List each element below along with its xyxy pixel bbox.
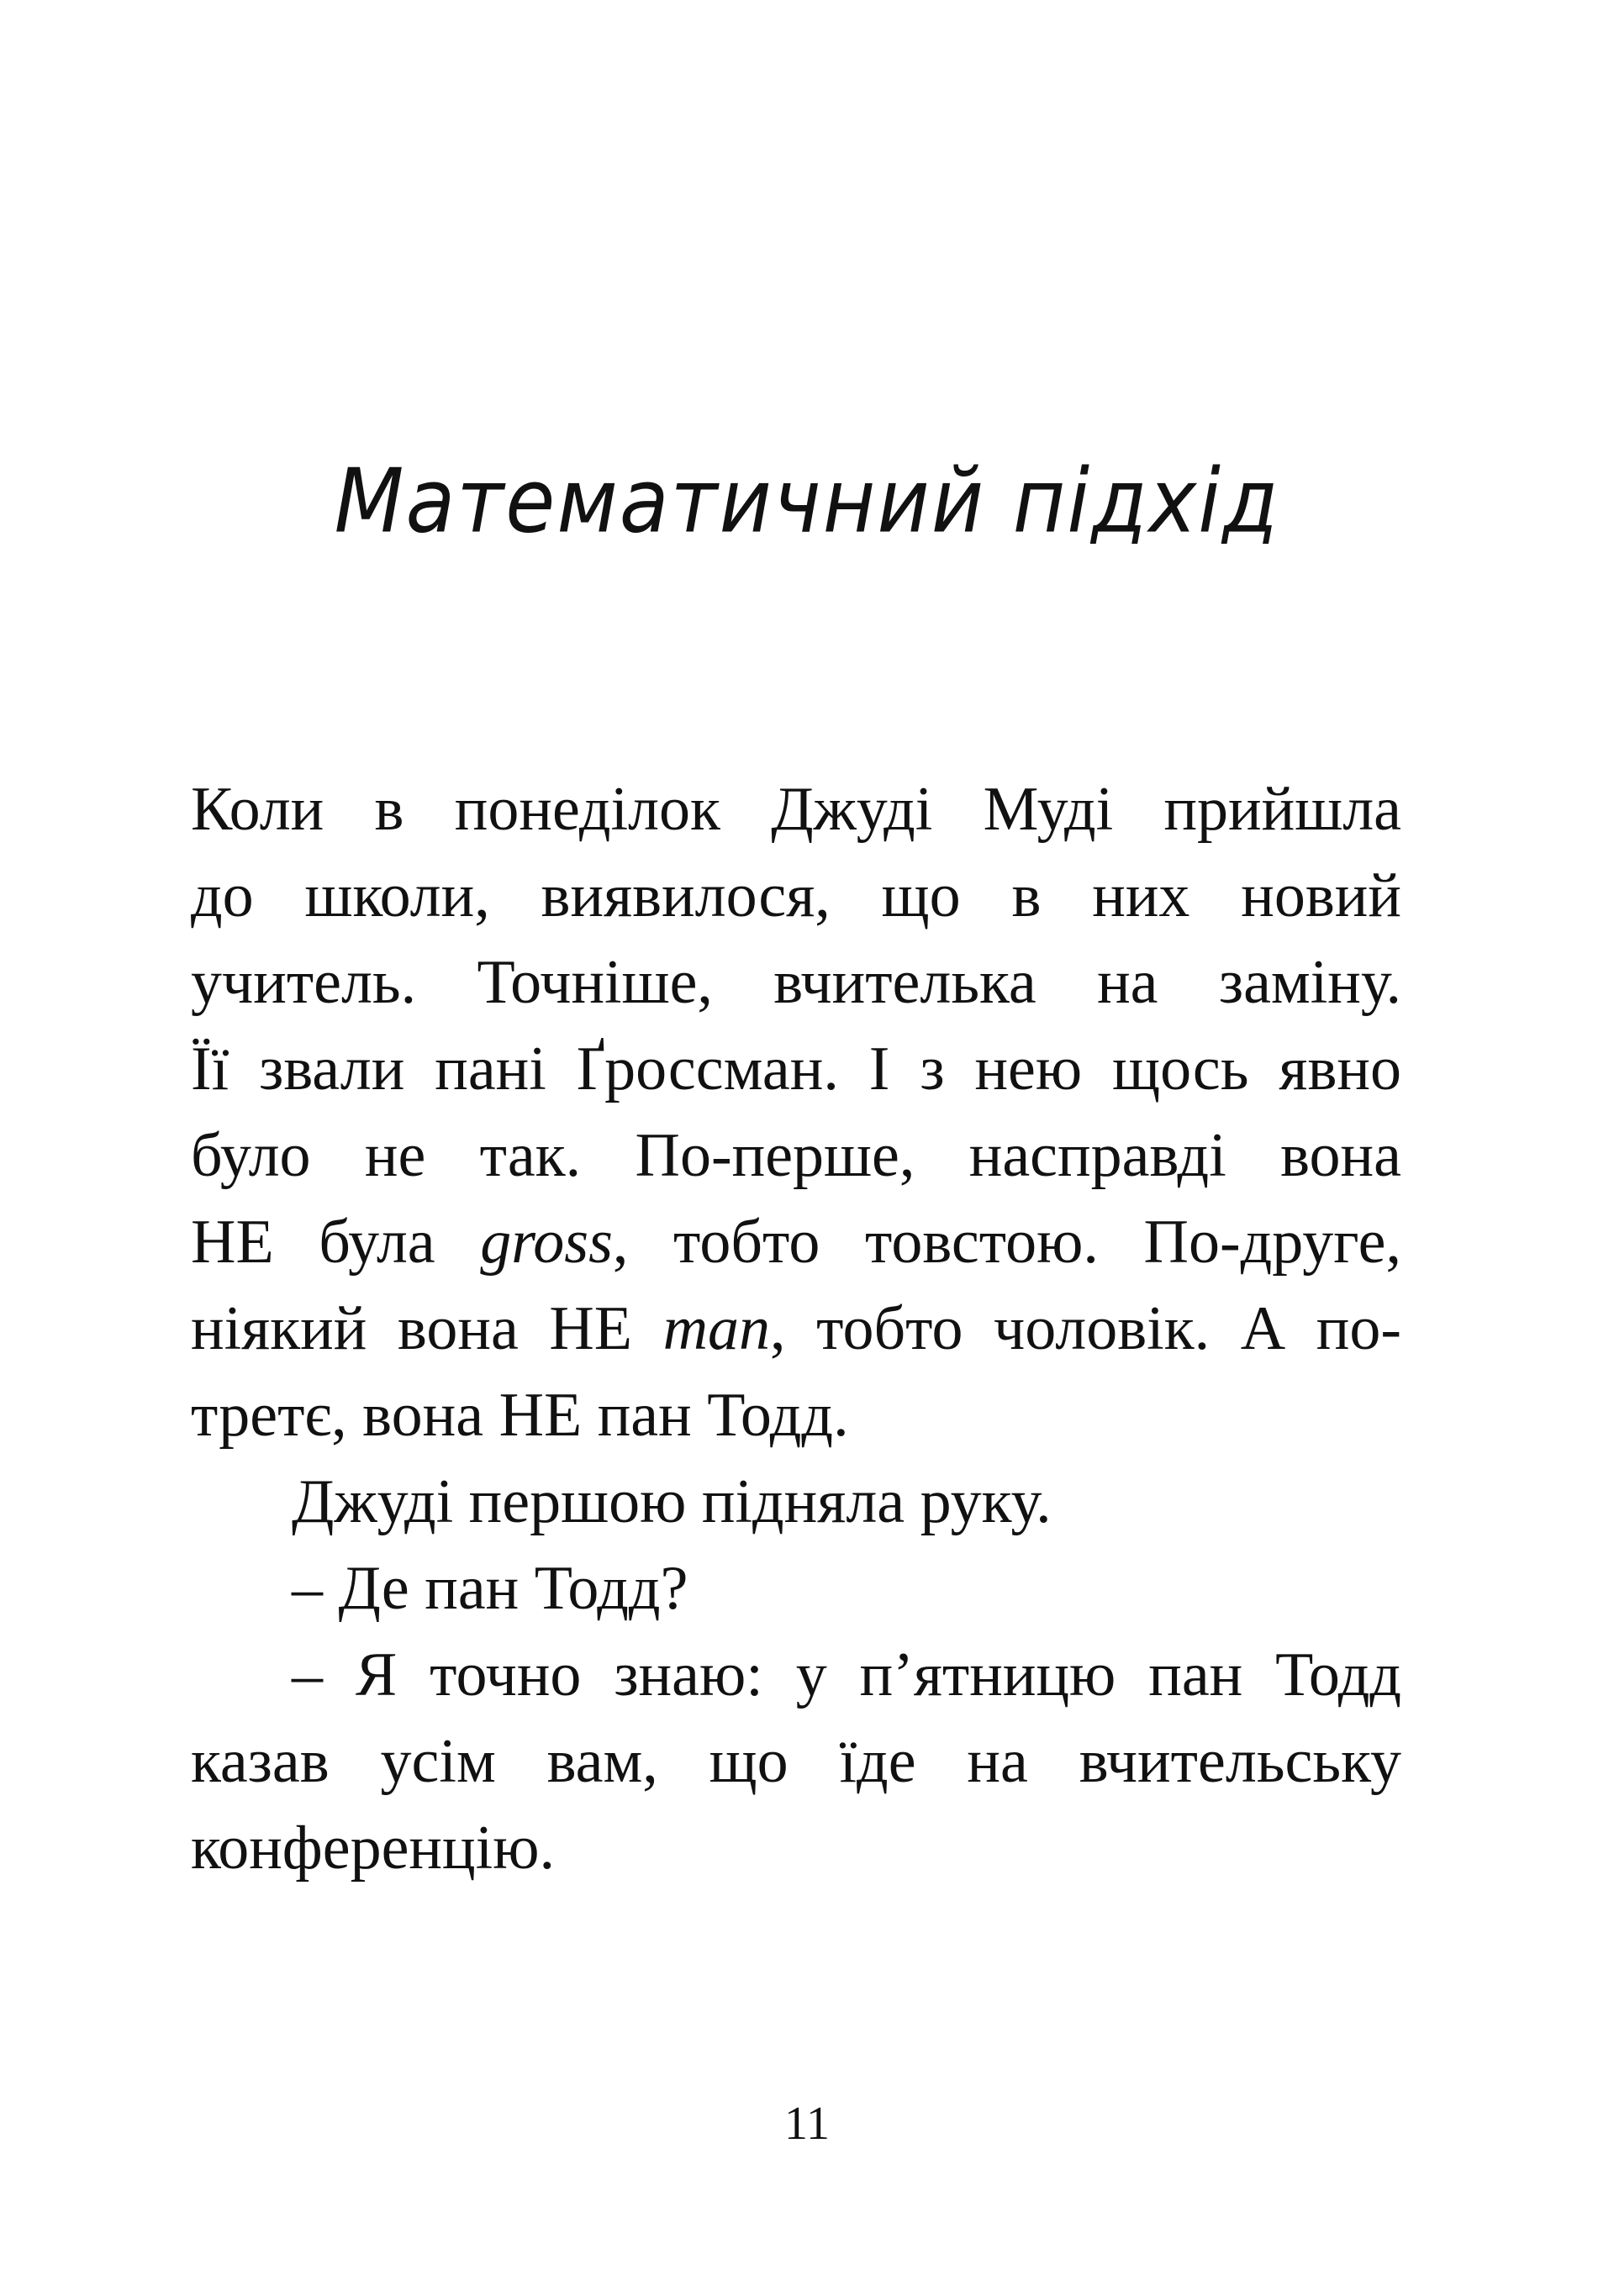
text-line	[191, 1199, 1401, 1286]
text-line: було не так. По-перше, насправді вона	[191, 1121, 1401, 1190]
text-run: НЕ була	[191, 1208, 481, 1277]
italic-word: gross	[480, 1208, 613, 1277]
page-number: 11	[784, 2098, 830, 2150]
text-line: учитель. Точніше, вчителька на заміну.	[191, 948, 1401, 1017]
text-line: – Я точно знаю: у п’ятницю пан Тодд	[292, 1640, 1401, 1709]
text-line: до школи, виявилося, що в них новий	[191, 861, 1401, 930]
italic-word: man	[662, 1294, 771, 1363]
text-line: казав усім вам, що їде на вчительську	[191, 1727, 1401, 1796]
text-run: , тобто товстою. По-друге,	[612, 1208, 1401, 1277]
body-text	[191, 766, 1401, 1892]
text-line: – Де пан Тодд?	[292, 1554, 688, 1623]
text-run: ніякий вона НЕ	[191, 1294, 663, 1363]
chapter-title: Математичний підхід	[334, 449, 1280, 553]
text-run: , тобто чоловік. А по-	[770, 1294, 1401, 1363]
text-line: Її звали пані Ґроссман. І з нею щось явно	[191, 1035, 1401, 1103]
text-line: третє, вона НЕ пан Тодд.	[191, 1381, 849, 1450]
text-line	[191, 1286, 1401, 1372]
text-line: Коли в понеділок Джуді Муді прийшла	[191, 775, 1401, 844]
text-line: Джуді першою підняла руку.	[292, 1467, 1052, 1536]
text-line: конференцію.	[191, 1814, 555, 1883]
